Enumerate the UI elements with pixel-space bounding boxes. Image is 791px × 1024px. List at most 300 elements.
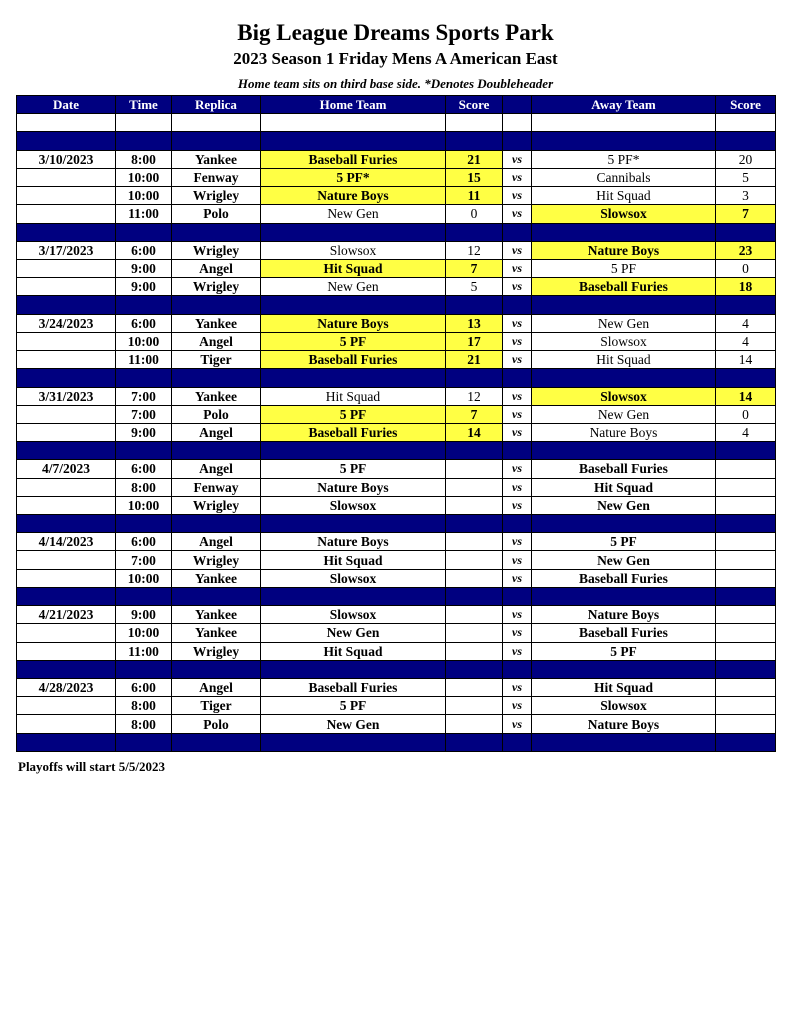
- empty-cell: [172, 515, 261, 533]
- game-replica: Yankee: [172, 624, 261, 642]
- game-replica: Angel: [172, 533, 261, 551]
- separator-row: [17, 733, 776, 751]
- home-team: Hit Squad: [261, 387, 446, 405]
- schedule-body: [17, 114, 776, 752]
- empty-cell: [17, 660, 116, 678]
- schedule-table: [16, 95, 776, 752]
- away-score: 14: [716, 351, 776, 369]
- game-date: [17, 569, 116, 587]
- game-date: [17, 278, 116, 296]
- game-row: [17, 496, 776, 514]
- game-row: [17, 478, 776, 496]
- game-time: 9:00: [116, 423, 172, 441]
- empty-cell: [172, 442, 261, 460]
- vs-label: vs: [503, 241, 532, 259]
- empty-cell: [116, 296, 172, 314]
- home-score: 7: [446, 259, 503, 277]
- game-date: [17, 642, 116, 660]
- col-header-away-score: Score: [716, 96, 776, 114]
- home-score: [446, 478, 503, 496]
- empty-cell: [172, 733, 261, 751]
- away-team: Baseball Furies: [532, 569, 716, 587]
- home-team: New Gen: [261, 715, 446, 733]
- empty-cell: [172, 114, 261, 132]
- vs-label: vs: [503, 259, 532, 277]
- empty-cell: [172, 132, 261, 150]
- home-score: 15: [446, 168, 503, 186]
- separator-row: [17, 442, 776, 460]
- away-score: 5: [716, 168, 776, 186]
- empty-cell: [532, 369, 716, 387]
- away-score: [716, 642, 776, 660]
- home-team: Nature Boys: [261, 187, 446, 205]
- vs-label: vs: [503, 423, 532, 441]
- away-team: Nature Boys: [532, 715, 716, 733]
- home-team: Baseball Furies: [261, 679, 446, 697]
- empty-cell: [172, 223, 261, 241]
- separator-row: [17, 587, 776, 605]
- empty-cell: [716, 296, 776, 314]
- game-row: [17, 569, 776, 587]
- empty-cell: [261, 296, 446, 314]
- game-date: [17, 423, 116, 441]
- game-date: 3/24/2023: [17, 314, 116, 332]
- vs-label: vs: [503, 715, 532, 733]
- game-date: [17, 478, 116, 496]
- game-time: 10:00: [116, 496, 172, 514]
- game-time: 9:00: [116, 278, 172, 296]
- away-score: 20: [716, 150, 776, 168]
- home-team: New Gen: [261, 624, 446, 642]
- empty-cell: [261, 515, 446, 533]
- empty-cell: [261, 223, 446, 241]
- away-score: [716, 551, 776, 569]
- playoffs-note: Playoffs will start 5/5/2023: [18, 759, 165, 774]
- empty-cell: [172, 587, 261, 605]
- empty-cell: [261, 660, 446, 678]
- game-replica: Yankee: [172, 569, 261, 587]
- empty-cell: [17, 132, 116, 150]
- empty-cell: [716, 515, 776, 533]
- empty-cell: [716, 442, 776, 460]
- empty-cell: [17, 587, 116, 605]
- vs-label: vs: [503, 205, 532, 223]
- away-team: Nature Boys: [532, 423, 716, 441]
- vs-label: vs: [503, 533, 532, 551]
- empty-cell: [532, 733, 716, 751]
- game-date: 4/7/2023: [17, 460, 116, 478]
- game-time: 11:00: [116, 642, 172, 660]
- empty-cell: [503, 733, 532, 751]
- blank-row: [17, 114, 776, 132]
- home-team: Baseball Furies: [261, 351, 446, 369]
- game-date: 4/21/2023: [17, 606, 116, 624]
- away-score: [716, 697, 776, 715]
- game-time: 7:00: [116, 387, 172, 405]
- empty-cell: [446, 132, 503, 150]
- vs-label: vs: [503, 278, 532, 296]
- col-header-replica: Replica: [172, 96, 261, 114]
- home-score: [446, 606, 503, 624]
- game-row: [17, 606, 776, 624]
- empty-cell: [503, 369, 532, 387]
- game-time: 10:00: [116, 332, 172, 350]
- home-team: New Gen: [261, 205, 446, 223]
- empty-cell: [446, 114, 503, 132]
- home-score: 13: [446, 314, 503, 332]
- away-score: 18: [716, 278, 776, 296]
- empty-cell: [17, 114, 116, 132]
- home-score: [446, 642, 503, 660]
- empty-cell: [716, 660, 776, 678]
- game-time: 9:00: [116, 606, 172, 624]
- empty-cell: [261, 587, 446, 605]
- home-team: Baseball Furies: [261, 423, 446, 441]
- empty-cell: [532, 114, 716, 132]
- home-team: Slowsox: [261, 569, 446, 587]
- game-row: [17, 679, 776, 697]
- empty-cell: [261, 442, 446, 460]
- vs-label: vs: [503, 569, 532, 587]
- game-time: 10:00: [116, 187, 172, 205]
- empty-cell: [446, 587, 503, 605]
- game-row: [17, 533, 776, 551]
- separator-row: [17, 223, 776, 241]
- col-header-date: Date: [17, 96, 116, 114]
- home-team: Hit Squad: [261, 551, 446, 569]
- away-score: [716, 715, 776, 733]
- empty-cell: [532, 223, 716, 241]
- empty-cell: [716, 114, 776, 132]
- empty-cell: [116, 733, 172, 751]
- away-score: [716, 569, 776, 587]
- away-score: [716, 496, 776, 514]
- vs-label: vs: [503, 697, 532, 715]
- header-row: [17, 96, 776, 114]
- game-row: [17, 332, 776, 350]
- game-time: 6:00: [116, 460, 172, 478]
- empty-cell: [532, 660, 716, 678]
- empty-cell: [116, 587, 172, 605]
- empty-cell: [503, 442, 532, 460]
- vs-label: vs: [503, 187, 532, 205]
- empty-cell: [532, 587, 716, 605]
- home-team: New Gen: [261, 278, 446, 296]
- game-row: [17, 259, 776, 277]
- game-date: [17, 205, 116, 223]
- game-replica: Polo: [172, 405, 261, 423]
- away-score: [716, 606, 776, 624]
- vs-label: vs: [503, 460, 532, 478]
- vs-label: vs: [503, 314, 532, 332]
- game-replica: Yankee: [172, 387, 261, 405]
- game-row: [17, 351, 776, 369]
- schedule-note: Home team sits on third base side. *Denotes Doubleheader: [237, 76, 554, 91]
- home-score: 11: [446, 187, 503, 205]
- game-replica: Wrigley: [172, 187, 261, 205]
- away-team: Baseball Furies: [532, 278, 716, 296]
- vs-label: vs: [503, 478, 532, 496]
- game-date: 3/31/2023: [17, 387, 116, 405]
- empty-cell: [446, 660, 503, 678]
- game-row: [17, 168, 776, 186]
- vs-label: vs: [503, 405, 532, 423]
- away-team: Hit Squad: [532, 478, 716, 496]
- game-time: 10:00: [116, 624, 172, 642]
- vs-label: vs: [503, 624, 532, 642]
- vs-label: vs: [503, 496, 532, 514]
- empty-cell: [446, 369, 503, 387]
- game-replica: Yankee: [172, 606, 261, 624]
- home-score: 12: [446, 387, 503, 405]
- page-subtitle: 2023 Season 1 Friday Mens A American East: [233, 49, 558, 68]
- empty-cell: [116, 369, 172, 387]
- empty-cell: [446, 442, 503, 460]
- empty-cell: [503, 660, 532, 678]
- game-replica: Yankee: [172, 150, 261, 168]
- home-score: [446, 697, 503, 715]
- game-replica: Angel: [172, 460, 261, 478]
- game-date: [17, 697, 116, 715]
- empty-cell: [532, 132, 716, 150]
- game-row: [17, 314, 776, 332]
- game-time: 6:00: [116, 241, 172, 259]
- empty-cell: [503, 296, 532, 314]
- away-score: [716, 533, 776, 551]
- game-replica: Angel: [172, 423, 261, 441]
- game-date: [17, 259, 116, 277]
- vs-label: vs: [503, 332, 532, 350]
- game-replica: Wrigley: [172, 496, 261, 514]
- game-replica: Tiger: [172, 697, 261, 715]
- away-team: New Gen: [532, 405, 716, 423]
- game-date: [17, 624, 116, 642]
- away-team: Hit Squad: [532, 679, 716, 697]
- empty-cell: [532, 296, 716, 314]
- home-team: 5 PF: [261, 332, 446, 350]
- game-replica: Yankee: [172, 314, 261, 332]
- game-time: 6:00: [116, 679, 172, 697]
- vs-label: vs: [503, 551, 532, 569]
- empty-cell: [261, 114, 446, 132]
- home-score: 0: [446, 205, 503, 223]
- home-score: [446, 569, 503, 587]
- away-score: 4: [716, 332, 776, 350]
- empty-cell: [503, 114, 532, 132]
- home-team: Hit Squad: [261, 642, 446, 660]
- game-row: [17, 460, 776, 478]
- empty-cell: [172, 660, 261, 678]
- home-score: 21: [446, 150, 503, 168]
- empty-cell: [116, 223, 172, 241]
- empty-cell: [716, 223, 776, 241]
- empty-cell: [116, 442, 172, 460]
- away-score: [716, 460, 776, 478]
- game-row: [17, 205, 776, 223]
- empty-cell: [116, 132, 172, 150]
- home-score: 5: [446, 278, 503, 296]
- empty-cell: [532, 515, 716, 533]
- game-time: 9:00: [116, 259, 172, 277]
- empty-cell: [116, 660, 172, 678]
- game-date: 3/10/2023: [17, 150, 116, 168]
- game-time: 10:00: [116, 569, 172, 587]
- away-team: Hit Squad: [532, 351, 716, 369]
- game-replica: Wrigley: [172, 241, 261, 259]
- game-replica: Angel: [172, 679, 261, 697]
- game-row: [17, 642, 776, 660]
- game-date: [17, 351, 116, 369]
- vs-label: vs: [503, 150, 532, 168]
- col-header-home-score: Score: [446, 96, 503, 114]
- game-time: 8:00: [116, 478, 172, 496]
- game-replica: Tiger: [172, 351, 261, 369]
- home-score: [446, 551, 503, 569]
- empty-cell: [446, 733, 503, 751]
- away-team: Nature Boys: [532, 606, 716, 624]
- empty-cell: [503, 515, 532, 533]
- home-team: Slowsox: [261, 241, 446, 259]
- game-replica: Polo: [172, 205, 261, 223]
- game-time: 6:00: [116, 314, 172, 332]
- game-row: [17, 551, 776, 569]
- game-time: 7:00: [116, 551, 172, 569]
- home-score: [446, 496, 503, 514]
- game-replica: Wrigley: [172, 551, 261, 569]
- home-score: 7: [446, 405, 503, 423]
- game-row: [17, 241, 776, 259]
- empty-cell: [716, 587, 776, 605]
- empty-cell: [172, 369, 261, 387]
- away-score: 0: [716, 405, 776, 423]
- empty-cell: [116, 114, 172, 132]
- game-time: 8:00: [116, 697, 172, 715]
- home-score: [446, 533, 503, 551]
- away-score: [716, 624, 776, 642]
- away-score: [716, 478, 776, 496]
- home-score: 21: [446, 351, 503, 369]
- game-time: 6:00: [116, 533, 172, 551]
- home-team: Nature Boys: [261, 314, 446, 332]
- away-score: 0: [716, 259, 776, 277]
- empty-cell: [261, 733, 446, 751]
- vs-label: vs: [503, 351, 532, 369]
- home-team: Hit Squad: [261, 259, 446, 277]
- col-header-away-team: Away Team: [532, 96, 716, 114]
- away-team: Slowsox: [532, 205, 716, 223]
- empty-cell: [172, 296, 261, 314]
- game-time: 10:00: [116, 168, 172, 186]
- vs-label: vs: [503, 168, 532, 186]
- away-score: 7: [716, 205, 776, 223]
- game-row: [17, 405, 776, 423]
- empty-cell: [446, 296, 503, 314]
- empty-cell: [716, 369, 776, 387]
- home-score: [446, 679, 503, 697]
- game-replica: Fenway: [172, 478, 261, 496]
- empty-cell: [261, 132, 446, 150]
- game-date: 4/14/2023: [17, 533, 116, 551]
- empty-cell: [716, 733, 776, 751]
- vs-label: vs: [503, 387, 532, 405]
- home-team: Nature Boys: [261, 533, 446, 551]
- separator-row: [17, 296, 776, 314]
- game-row: [17, 278, 776, 296]
- away-team: 5 PF: [532, 533, 716, 551]
- empty-cell: [503, 587, 532, 605]
- game-row: [17, 150, 776, 168]
- home-team: Nature Boys: [261, 478, 446, 496]
- home-team: Baseball Furies: [261, 150, 446, 168]
- away-team: New Gen: [532, 496, 716, 514]
- game-time: 8:00: [116, 150, 172, 168]
- empty-cell: [532, 442, 716, 460]
- game-row: [17, 715, 776, 733]
- away-team: Baseball Furies: [532, 460, 716, 478]
- separator-row: [17, 660, 776, 678]
- empty-cell: [446, 223, 503, 241]
- game-row: [17, 624, 776, 642]
- game-time: 7:00: [116, 405, 172, 423]
- away-team: Nature Boys: [532, 241, 716, 259]
- game-date: [17, 496, 116, 514]
- game-date: 3/17/2023: [17, 241, 116, 259]
- game-date: 4/28/2023: [17, 679, 116, 697]
- col-header-vs: [503, 96, 532, 114]
- empty-cell: [116, 515, 172, 533]
- home-score: 12: [446, 241, 503, 259]
- col-header-home-team: Home Team: [261, 96, 446, 114]
- away-score: 3: [716, 187, 776, 205]
- away-team: 5 PF: [532, 642, 716, 660]
- away-team: Slowsox: [532, 697, 716, 715]
- separator-row: [17, 132, 776, 150]
- game-row: [17, 423, 776, 441]
- home-team: Slowsox: [261, 606, 446, 624]
- game-row: [17, 697, 776, 715]
- home-team: 5 PF*: [261, 168, 446, 186]
- game-time: 11:00: [116, 205, 172, 223]
- separator-row: [17, 369, 776, 387]
- game-row: [17, 187, 776, 205]
- game-replica: Angel: [172, 259, 261, 277]
- game-date: [17, 405, 116, 423]
- col-header-time: Time: [116, 96, 172, 114]
- game-date: [17, 332, 116, 350]
- game-replica: Polo: [172, 715, 261, 733]
- empty-cell: [716, 132, 776, 150]
- home-score: [446, 460, 503, 478]
- vs-label: vs: [503, 606, 532, 624]
- game-time: 11:00: [116, 351, 172, 369]
- vs-label: vs: [503, 679, 532, 697]
- empty-cell: [17, 296, 116, 314]
- game-date: [17, 715, 116, 733]
- away-score: 14: [716, 387, 776, 405]
- away-team: Slowsox: [532, 332, 716, 350]
- game-date: [17, 551, 116, 569]
- away-score: 4: [716, 314, 776, 332]
- empty-cell: [17, 515, 116, 533]
- away-team: Hit Squad: [532, 187, 716, 205]
- game-date: [17, 187, 116, 205]
- away-team: 5 PF: [532, 259, 716, 277]
- home-score: 14: [446, 423, 503, 441]
- empty-cell: [17, 369, 116, 387]
- separator-row: [17, 515, 776, 533]
- game-replica: Angel: [172, 332, 261, 350]
- away-score: 23: [716, 241, 776, 259]
